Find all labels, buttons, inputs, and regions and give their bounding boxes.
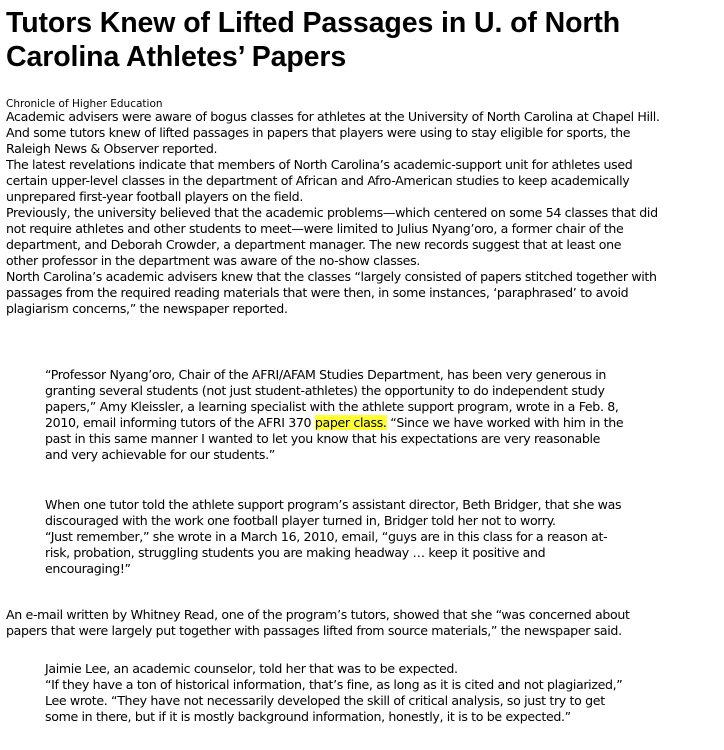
text-line: The latest revelations indicate that members of North Carolina’s academic-support unit for athletes used bbox=[6, 157, 633, 172]
text-line: “If they have a ton of historical information, that’s fine, as long as it is cited and not plagiarized,” bbox=[45, 677, 623, 692]
article-body bbox=[6, 109, 660, 317]
text-segment: 2010, email informing tutors of the AFRI 370 bbox=[45, 415, 315, 430]
text-line: When one tutor told the athlete support program’s assistant director, Beth Bridger, that she was bbox=[45, 497, 622, 512]
text-line: Academic advisers were aware of bogus classes for athletes at the University of North Carolina at Chapel Hill. bbox=[6, 109, 660, 124]
text-line: plagiarism concerns,” the newspaper reported. bbox=[6, 301, 288, 316]
text-line: discouraged with the work one football player turned in, Bridger told her not to worry. bbox=[45, 513, 556, 528]
highlighted-text: paper class. bbox=[314, 415, 387, 430]
blockquote-lee bbox=[45, 661, 622, 725]
text-line: some in there, but if it is mostly background information, honestly, it is to be expected.” bbox=[45, 709, 571, 724]
title-line: Tutors Knew of Lifted Passages in U. of North bbox=[6, 7, 621, 39]
text-line bbox=[45, 415, 623, 431]
text-line: encouraging!” bbox=[45, 561, 131, 576]
text-line: papers that were largely put together with passages lifted from source materials,” the newspaper said. bbox=[6, 623, 622, 638]
text-line: and very achievable for our students.” bbox=[45, 447, 275, 462]
paragraph-3 bbox=[6, 205, 660, 269]
text-line: An e-mail written by Whitney Read, one of the program’s tutors, showed that she “was concerned about bbox=[6, 607, 630, 622]
text-line: And some tutors knew of lifted passages in papers that players were using to stay eligible for sports, the bbox=[6, 125, 631, 140]
article-title bbox=[6, 6, 718, 74]
text-line: other professor in the department was aware of the no-show classes. bbox=[6, 253, 420, 268]
blockquote-kleissler bbox=[45, 367, 623, 463]
text-line: “Just remember,” she wrote in a March 16, 2010, email, “guys are in this class for a reason at- bbox=[45, 529, 608, 544]
text-line: not require athletes and other students to meet—were limited to Julius Nyang’oro, a former chair of the bbox=[6, 221, 624, 236]
text-line: certain upper-level classes in the department of African and Afro-American studies to keep academically bbox=[6, 173, 630, 188]
text-line: North Carolina’s academic advisers knew that the classes “largely consisted of papers stitched together with bbox=[6, 269, 657, 284]
text-line: Jaimie Lee, an academic counselor, told her that was to be expected. bbox=[45, 661, 458, 676]
text-line: passages from the required reading materials that were then, in some instances, ‘paraphrased’ to avoid bbox=[6, 285, 629, 300]
text-line: past in this same manner I wanted to let you know that his expectations are very reasonable bbox=[45, 431, 601, 446]
blockquote-bridger bbox=[45, 497, 621, 577]
paragraph-1 bbox=[6, 109, 660, 157]
text-line: “Professor Nyang’oro, Chair of the AFRI/AFAM Studies Department, has been very generous in bbox=[45, 367, 607, 382]
text-line: Previously, the university believed that the academic problems—which centered on some 54 classes that did bbox=[6, 205, 658, 220]
paragraph-email bbox=[6, 607, 630, 639]
paragraph-4 bbox=[6, 269, 660, 317]
text-line: granting several students (not just student-athletes) the opportunity to do independent study bbox=[45, 383, 605, 398]
article-source: Chronicle of Higher Education bbox=[6, 98, 163, 110]
paragraph-2 bbox=[6, 157, 660, 205]
text-line: unprepared first-year football players on the field. bbox=[6, 189, 303, 204]
text-line: risk, probation, struggling students you are making headway … keep it positive and bbox=[45, 545, 546, 560]
text-segment: “Since we have worked with him in the bbox=[386, 415, 624, 430]
text-line: Raleigh News & Observer reported. bbox=[6, 141, 218, 156]
text-line: papers,” Amy Kleissler, a learning specialist with the athlete support program, wrote in a Feb. 8, bbox=[45, 399, 619, 414]
text-line: Lee wrote. “They have not necessarily developed the skill of critical analysis, so just try to get bbox=[45, 693, 605, 708]
title-line: Carolina Athletes’ Papers bbox=[6, 41, 347, 73]
text-line: department, and Deborah Crowder, a department manager. The new records suggest that at least one bbox=[6, 237, 622, 252]
